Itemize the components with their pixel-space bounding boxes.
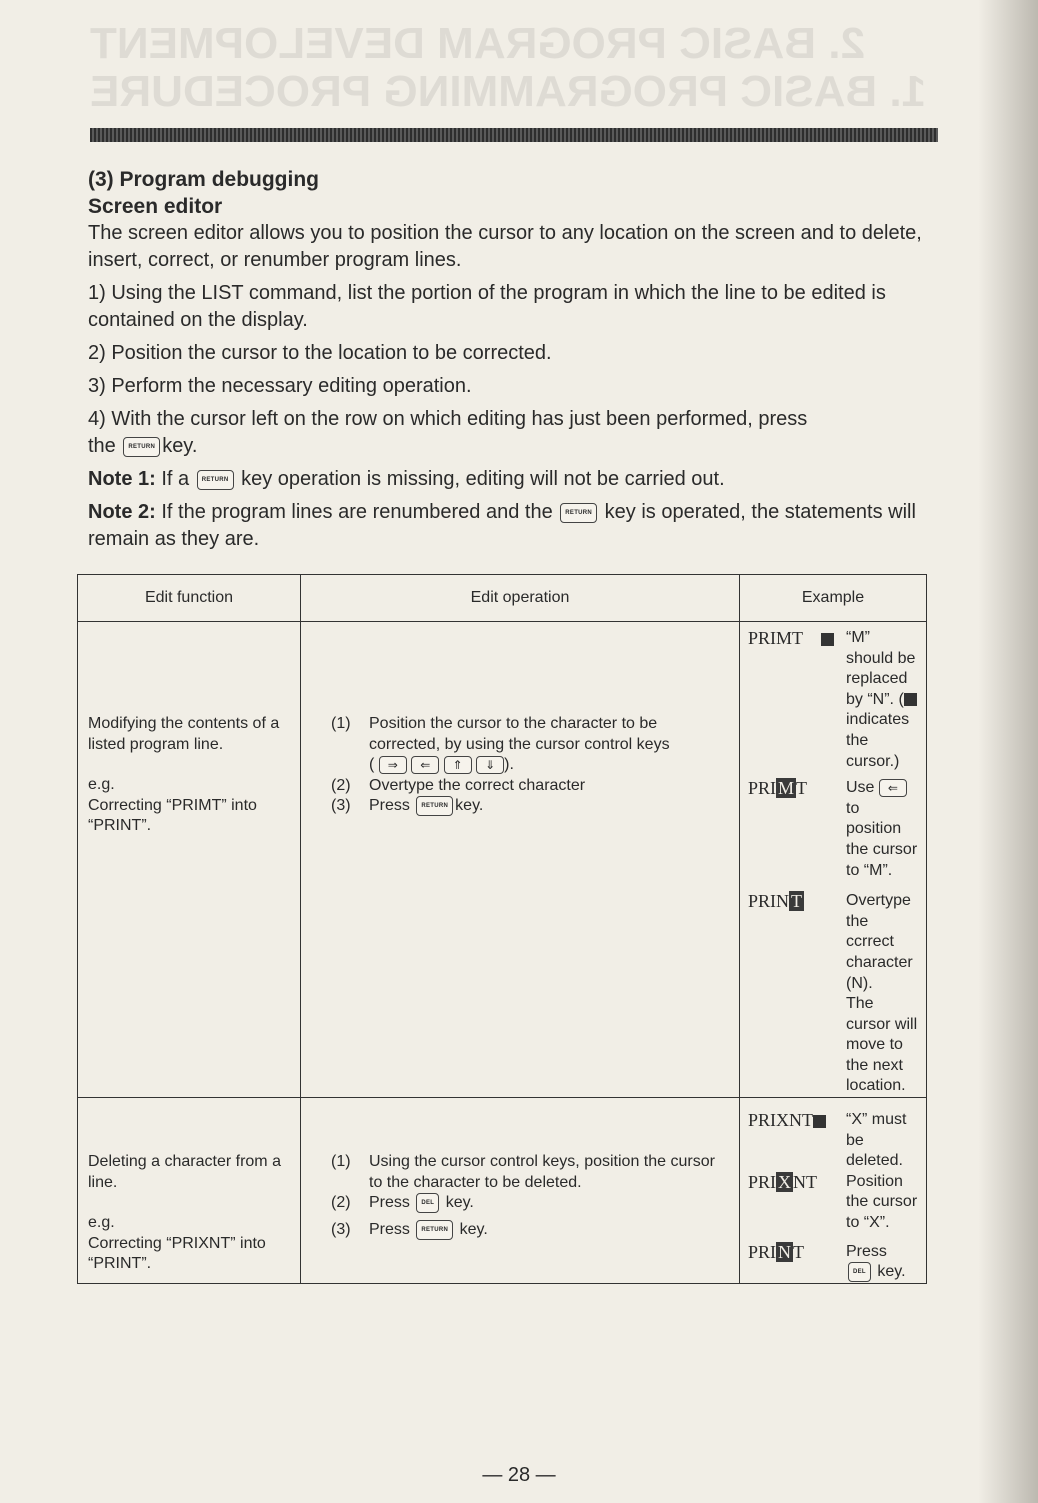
page-edge-shadow <box>978 0 1038 1503</box>
note-text-2: The cursor will move to the next location. <box>846 995 918 1095</box>
note-2 <box>88 499 938 553</box>
example-code <box>748 891 846 1097</box>
example-note <box>846 628 918 772</box>
cursor-up-key-icon: ⇑ <box>444 756 472 774</box>
note-1 <box>88 466 938 493</box>
header-edit-operation: Edit operation <box>301 575 740 622</box>
code-text: PRIXNT <box>748 1110 814 1131</box>
page-number: — 28 — <box>482 1464 556 1486</box>
table-row <box>78 1098 927 1284</box>
example-code <box>748 778 846 881</box>
code-text: PRIN <box>748 891 790 912</box>
code-text: T <box>796 778 808 799</box>
return-key-icon: RETURN <box>560 503 597 523</box>
edit-operation-cell <box>301 1098 740 1284</box>
cursor-char: X <box>778 1171 792 1192</box>
del-key-icon: DEL <box>416 1193 439 1213</box>
edit-function-cell <box>78 1098 301 1284</box>
example-text: Correcting “PRIXNT” into “PRINT”. <box>88 1234 266 1273</box>
operation-text <box>369 1220 488 1241</box>
step-2: 2) Position the cursor to the location to be corrected. <box>88 342 552 364</box>
example-step <box>748 628 918 772</box>
operation-text-after: key. <box>445 1194 474 1212</box>
cursor-char: M <box>778 778 795 799</box>
operation-step <box>331 714 729 776</box>
document-body <box>88 166 938 553</box>
note-text-a: “M” should be replaced by “N”. ( <box>846 629 916 708</box>
example-note <box>846 778 918 881</box>
code-text: PRI <box>748 1241 777 1262</box>
example-code <box>748 1242 846 1283</box>
edit-function-text: Deleting a character from a line. <box>88 1153 281 1191</box>
note-text-before: Press <box>846 1242 887 1260</box>
return-key-icon: RETURN <box>416 796 453 816</box>
example-label: e.g. <box>88 1214 115 1232</box>
bleed-through-heading <box>90 20 940 116</box>
header-edit-function: Edit function <box>78 575 301 622</box>
example-text: Correcting “PRIMT” into “PRINT”. <box>88 796 257 835</box>
edit-table <box>77 574 927 1284</box>
note-1-before: If a <box>161 468 190 490</box>
operation-text-before: Press <box>369 1221 410 1239</box>
operation-text <box>369 796 483 817</box>
cursor-block-icon <box>821 633 834 646</box>
step-number: (2) <box>331 1194 351 1212</box>
example-step <box>748 1172 918 1234</box>
cursor-left-key-icon: ⇐ <box>411 756 439 774</box>
edit-function-text: Modifying the contents of a listed program line. <box>88 715 280 753</box>
operation-text-before: Press <box>369 1194 410 1212</box>
operation-text <box>369 714 729 776</box>
note-2-label: Note 2: <box>88 501 156 523</box>
step-number: (2) <box>331 776 351 794</box>
note-text-before: Use <box>846 779 875 797</box>
example-step <box>748 891 918 1097</box>
note-2-before: If the program lines are renumbered and the <box>161 501 553 523</box>
example-note <box>846 1242 918 1283</box>
step-number: (1) <box>331 715 351 732</box>
note-text-after: to position the cursor to “M”. <box>846 799 918 879</box>
operation-text-after: key. <box>459 1221 488 1239</box>
cursor-left-key-icon: ⇐ <box>879 779 907 797</box>
step-4-text: 4) With the cursor left on the row on which editing has just been performed, press <box>88 408 808 430</box>
operation-text-before: Press <box>369 797 410 815</box>
code-text: PRI <box>748 1171 777 1192</box>
header-rule <box>90 128 938 142</box>
paren-close: ). <box>504 756 514 774</box>
example-note <box>846 891 918 1097</box>
example-cell <box>740 1098 927 1284</box>
operation-step <box>331 1220 729 1241</box>
return-key-icon: RETURN <box>123 437 160 457</box>
example-note: Position the cursor to “X”. <box>846 1172 918 1232</box>
bleed-through-line-2: 1. BASIC PROGRAMMING PROCEDURE <box>90 67 927 116</box>
operation-step <box>331 1152 729 1193</box>
cursor-block-icon <box>813 1115 826 1128</box>
bleed-through-line-1: 2. BASIC PROGRAM DEVELOPMENT <box>90 19 865 68</box>
note-2-after: key is operated, the statements will remain as they are. <box>88 501 916 550</box>
note-1-label: Note 1: <box>88 468 156 490</box>
cursor-char: T <box>791 891 803 912</box>
table-row <box>78 622 927 1098</box>
intro-paragraph: The screen editor allows you to position the cursor to any location on the screen and to delete, insert, correct, or renumber program lines. <box>88 222 922 271</box>
cursor-right-key-icon: ⇒ <box>379 756 407 774</box>
code-text: PRIMT <box>748 628 804 648</box>
step-number: (3) <box>331 1221 351 1239</box>
note-text-after: key. <box>877 1263 906 1281</box>
code-text: PRI <box>748 778 777 799</box>
example-cell <box>740 622 927 1098</box>
edit-function-cell <box>78 622 301 1098</box>
code-text: NT <box>793 1171 818 1192</box>
example-step <box>748 1110 918 1172</box>
subheading: Screen editor <box>88 195 223 218</box>
note-1-after: key operation is missing, editing will not be carried out. <box>241 468 725 490</box>
step-4 <box>88 406 938 460</box>
step-4-tail-after: key. <box>162 435 198 457</box>
operation-text: Overtype the correct character <box>369 776 586 794</box>
operation-text-after: key. <box>455 797 484 815</box>
step-1: 1) Using the LIST command, list the portion of the program in which the line to be edited is contained on the display. <box>88 282 886 331</box>
return-key-icon: RETURN <box>197 470 234 490</box>
step-number: (1) <box>331 1153 351 1171</box>
header-example: Example <box>740 575 927 622</box>
operation-text: Using the cursor control keys, position the cursor to the character to be deleted. <box>369 1153 715 1191</box>
example-step <box>748 1242 918 1283</box>
cursor-char: N <box>778 1241 792 1262</box>
table-header-row <box>78 575 927 622</box>
del-key-icon: DEL <box>848 1262 871 1282</box>
operation-step <box>331 1193 729 1214</box>
note-text-b: indicates the cursor.) <box>846 711 910 770</box>
return-key-icon: RETURN <box>416 1220 453 1240</box>
step-3: 3) Perform the necessary editing operation. <box>88 375 472 397</box>
section-title: (3) Program debugging <box>88 168 319 191</box>
step-4-tail: the <box>88 435 116 457</box>
example-step <box>748 778 918 881</box>
note-text: Overtype the ccrrect character (N). <box>846 892 913 992</box>
operation-text-body: Position the cursor to the character to be corrected, by using the cursor control keys <box>369 715 670 753</box>
paren-open: ( <box>369 756 375 774</box>
example-code <box>748 1110 846 1172</box>
example-code <box>748 1172 846 1234</box>
example-label: e.g. <box>88 776 115 794</box>
operation-step <box>331 796 729 817</box>
example-code <box>748 628 846 772</box>
edit-operation-cell <box>301 622 740 1098</box>
operation-text <box>369 1193 474 1214</box>
code-text: T <box>793 1241 805 1262</box>
cursor-block-icon <box>904 693 917 706</box>
cursor-down-key-icon: ⇓ <box>476 756 504 774</box>
step-number: (3) <box>331 797 351 815</box>
example-note: “X” must be deleted. <box>846 1111 907 1170</box>
operation-step <box>331 776 729 797</box>
